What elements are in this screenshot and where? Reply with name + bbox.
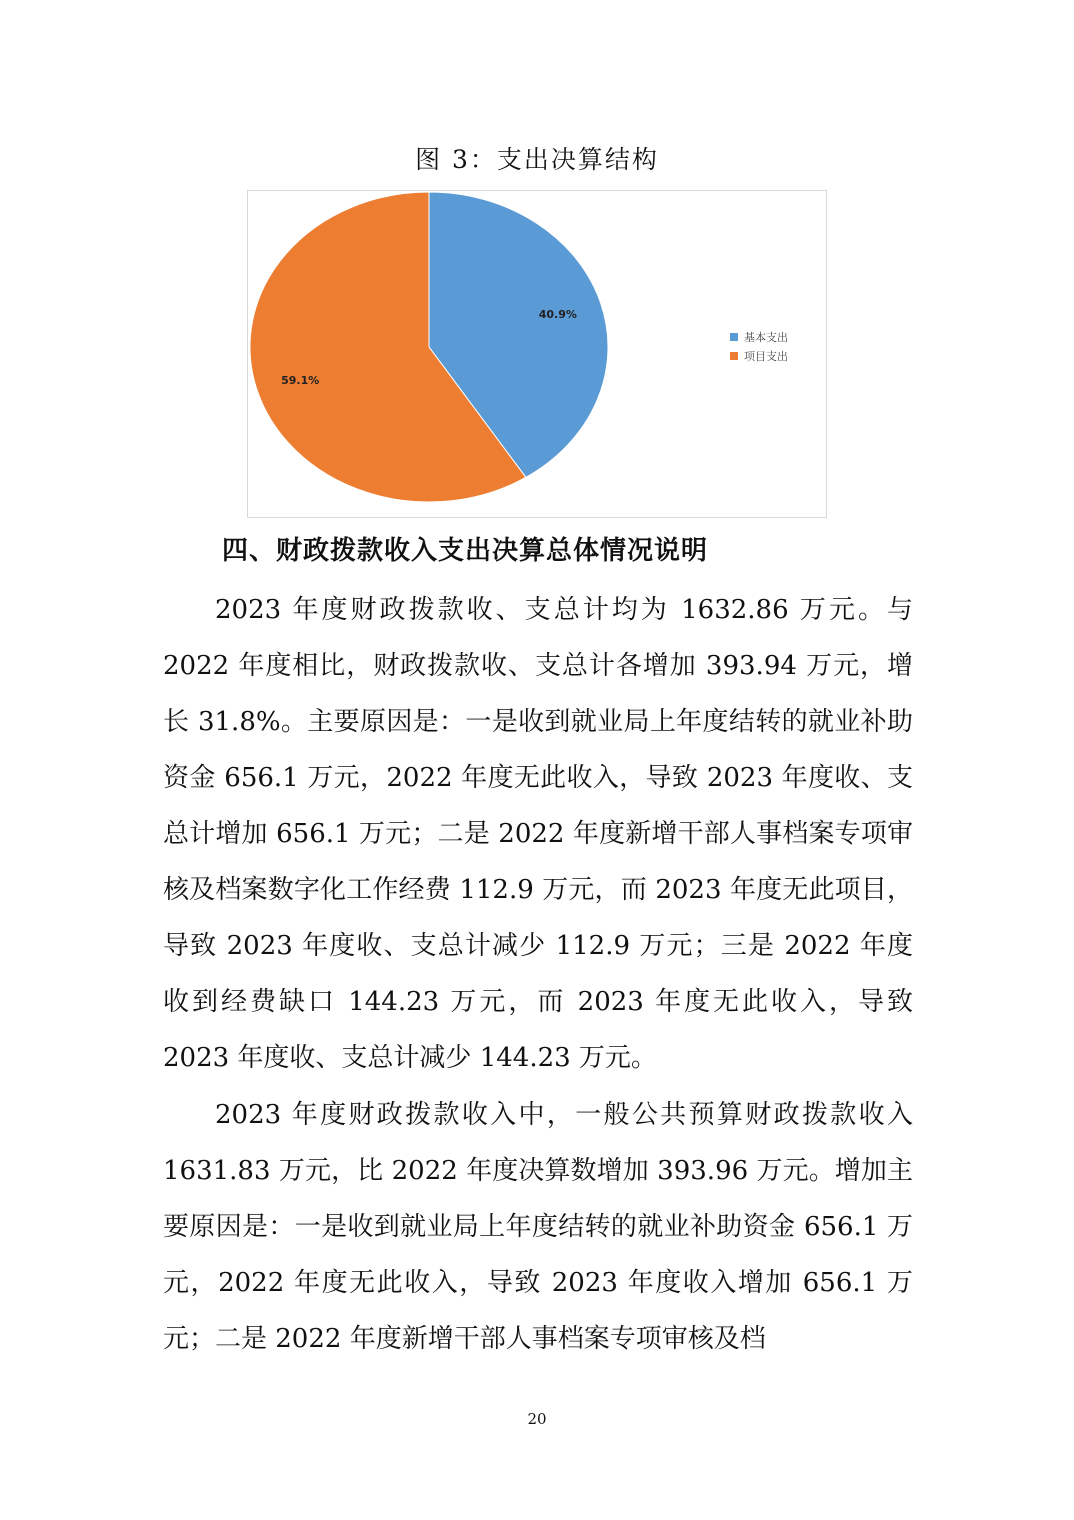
paragraph-1: 2023 年度财政拨款收、支总计均为 1632.86 万元。与 2022 年度相比，财政拨款收、支总计各增加 393.94 万元，增长 31.8%。主要原因是：一是收到就业局上年度结转的就业补助资金 656.1 万元，2022 年度无此收入，导致 2023 年度收、支总计增加 656.1 万元；二是 2022 年度新增干部人事档案专项审核及档案数字化工作经费 112.9 万元，而 2023 年度无此项目，导致 2023 年度收、支总计减少 112.9 万元；三是 2022 年度收到经费缺口 144.23 万元，而 2023 年度无此收入，导致 2023 年度收、支总计减少 144.23 万元。 [163, 595, 913, 1073]
legend-swatch-1 [730, 333, 738, 341]
pie-chart [248, 191, 826, 517]
pie-data-label-1: 40.9% [538, 308, 577, 322]
paragraph-2: 2023 年度财政拨款收入中，一般公共预算财政拨款收入 1631.83 万元，比 2022 年度决算数增加 393.96 万元。增加主要原因是：一是收到就业局上年度结转的就业补助资金 656.1 万元，2022 年度无此收入，导致 2023 年度收入增加 656.1 万元；二是 2022 年度新增干部人事档案专项审核及档 [163, 1100, 913, 1354]
figure-caption: 图 3：支出决算结构 [415, 145, 659, 174]
legend-label-2: 项目支出 [744, 350, 788, 363]
pie-data-label-2: 59.1% [281, 373, 320, 387]
pie-chart-container [247, 190, 827, 518]
page-number: 20 [527, 1410, 547, 1428]
legend-label-1: 基本支出 [744, 331, 788, 344]
section-heading: 四、财政拨款收入支出决算总体情况说明 [222, 536, 709, 566]
legend-swatch-2 [730, 352, 738, 360]
